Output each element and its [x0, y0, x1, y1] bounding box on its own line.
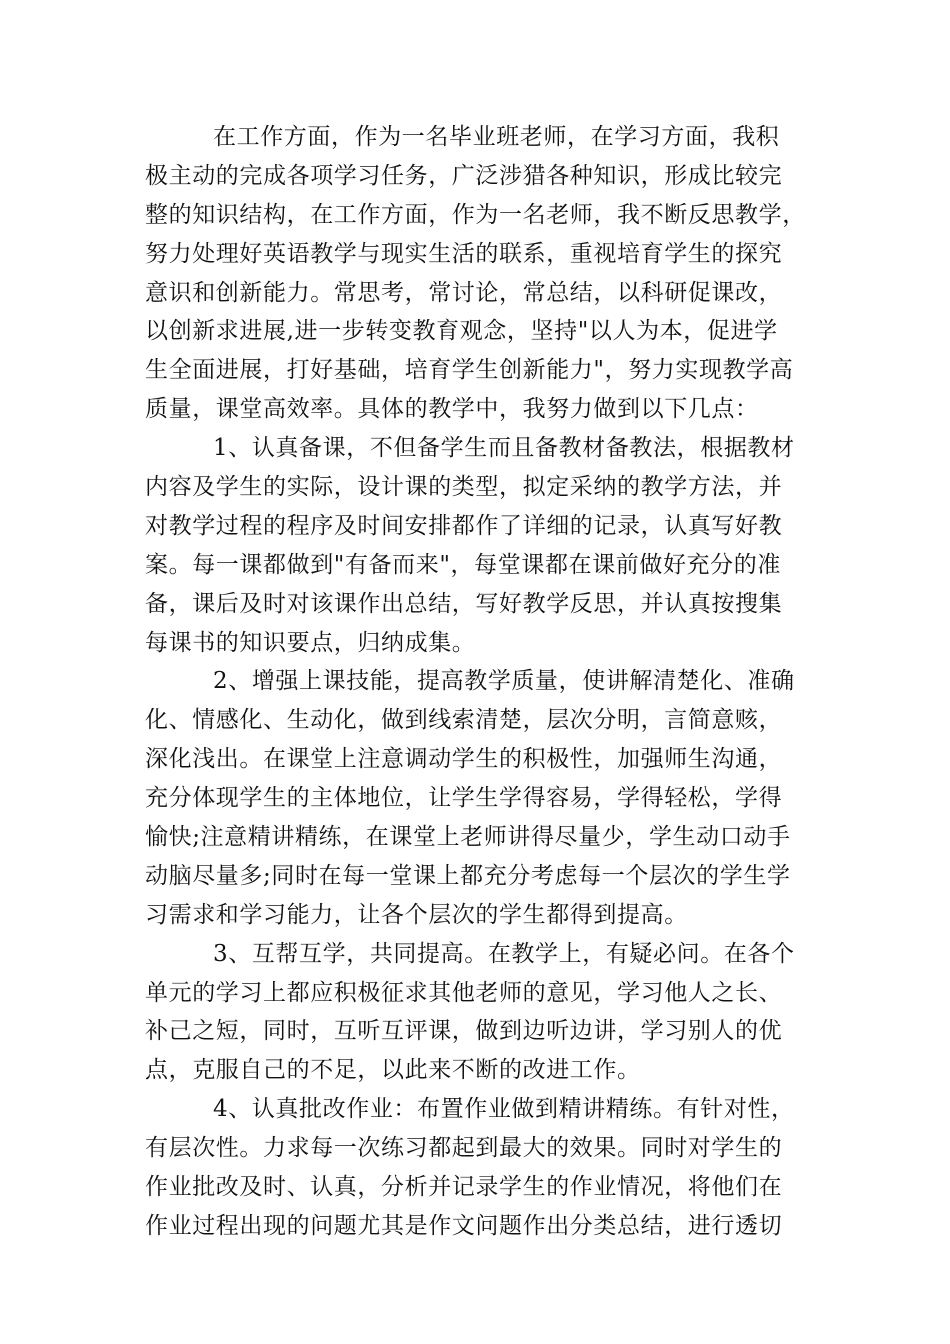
document-body [145, 118, 810, 1246]
text-line: 生全面进展，打好基础，培育学生创新能力"，努力实现教学高 [145, 357, 794, 384]
paragraph-item-3 [145, 935, 810, 1091]
text-line: 深化浅出。在课堂上注意调动学生的积极性，加强师生沟通， [145, 746, 783, 773]
text-line: 整的知识结构，在工作方面，作为一名老师，我不断反思教学， [145, 201, 806, 228]
text-line: 点，克服自己的不足，以此来不断的改进工作。 [145, 1057, 641, 1084]
paragraph-work-overview [145, 118, 810, 429]
paragraph-item-2 [145, 662, 810, 934]
text-line: 作业过程出现的问题尤其是作文问题作出分类总结，进行透切 [145, 1212, 783, 1239]
text-line: 充分体现学生的主体地位，让学生学得容易，学得轻松，学得 [145, 785, 783, 812]
paragraph-item-1 [145, 429, 810, 662]
text-line: 有层次性。力求每一次练习都起到最大的效果。同时对学生的 [145, 1135, 783, 1162]
text-line: 1、认真备课，不但备学生而且备教材备教法，根据教材 [213, 435, 795, 462]
text-line: 备，课后及时对该课作出总结，写好教学反思，并认真按搜集 [145, 590, 783, 617]
text-line: 单元的学习上都应积极征求其他老师的意见，学习他人之长、 [145, 979, 783, 1006]
text-line: 2、增强上课技能，提高教学质量，使讲解清楚化、准确 [213, 668, 795, 695]
text-line: 4、认真批改作业：布置作业做到精讲精练。有针对性， [213, 1096, 795, 1123]
text-line: 化、情感化、生动化，做到线索清楚，层次分明，言简意赅， [145, 707, 783, 734]
paragraph-item-4 [145, 1090, 810, 1246]
text-line: 愉快;注意精讲精练，在课堂上老师讲得尽量少，学生动口动手 [145, 824, 791, 851]
text-line: 每课书的知识要点，归纳成集。 [145, 629, 476, 656]
text-line: 习需求和学习能力，让各个层次的学生都得到提高。 [145, 901, 688, 928]
text-line: 动脑尽量多;同时在每一堂课上都充分考虑每一个层次的学生学 [145, 862, 791, 889]
text-line: 对教学过程的程序及时间安排都作了详细的记录，认真写好教 [145, 512, 783, 539]
text-line: 意识和创新能力。常思考，常讨论，常总结，以科研促课改， [145, 279, 783, 306]
text-line: 极主动的完成各项学习任务，广泛涉猎各种知识，形成比较完 [145, 162, 783, 189]
text-line: 案。每一课都做到"有备而来"，每堂课都在课前做好充分的准 [145, 551, 781, 578]
text-line: 在工作方面，作为一名毕业班老师，在学习方面，我积 [213, 124, 780, 150]
text-line: 补己之短，同时，互听互评课，做到边听边讲，学习别人的优 [145, 1018, 783, 1045]
text-line: 质量，课堂高效率。具体的教学中，我努力做到以下几点： [145, 396, 759, 423]
text-line: 以创新求进展,进一步转变教育观念，坚持"以人为本，促进学 [145, 318, 778, 345]
text-line: 努力处理好英语教学与现实生活的联系，重视培育学生的探究 [145, 240, 783, 267]
text-line: 内容及学生的实际，设计课的类型，拟定采纳的教学方法，并 [145, 474, 783, 501]
text-line: 作业批改及时、认真，分析并记录学生的作业情况，将他们在 [145, 1174, 783, 1201]
text-line: 3、互帮互学，共同提高。在教学上，有疑必问。在各个 [213, 940, 795, 967]
